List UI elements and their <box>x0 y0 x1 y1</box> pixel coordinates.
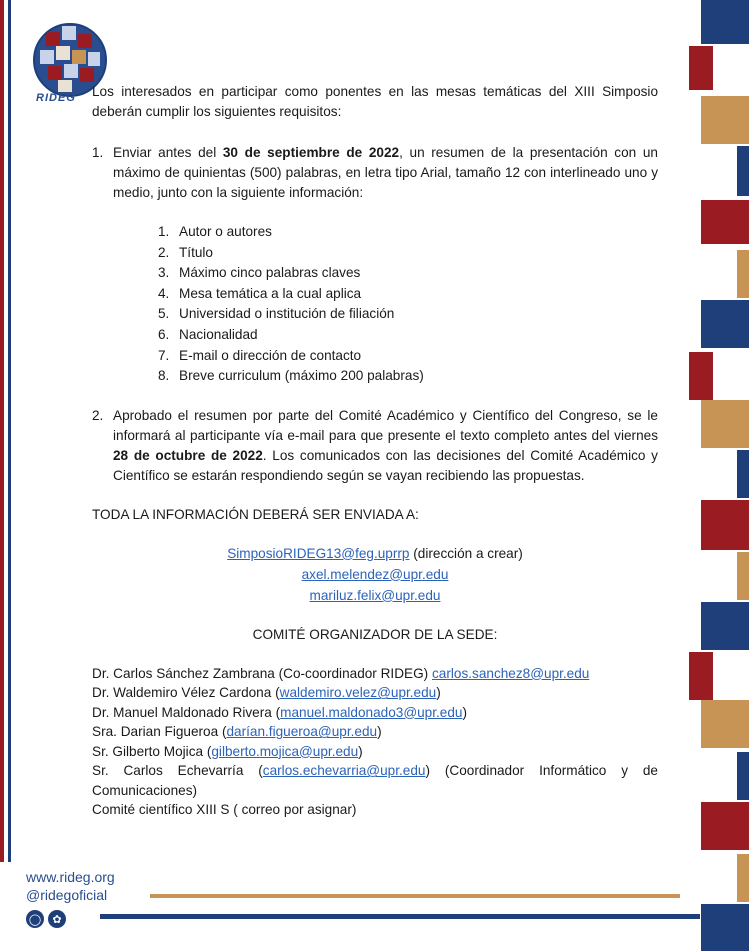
main-content <box>92 82 658 820</box>
requirement-2: 2. Aprobado el resumen por parte del Comité Académico y Científico del Congreso, se le informará al participante vía e-mail para que presente el texto completo antes del viernes 28 de octubre de 2022. Los comunicados con las decisiones del Comité Académico y Científico se estarán respondiendo según se vayan recibiendo las propuestas. <box>92 406 658 486</box>
list-item: Sr. Gilberto Mojica (gilberto.mojica@upr.edu) <box>92 743 363 759</box>
social-icons <box>26 910 66 928</box>
list-item: Dr. Waldemiro Vélez Cardona (waldemiro.velez@upr.edu) <box>92 685 441 701</box>
list-item: 7. E-mail o dirección de contacto <box>158 347 362 363</box>
list-item: 6. Nacionalidad <box>158 326 258 342</box>
social-handle[interactable]: @ridegoficial <box>26 887 108 903</box>
footer-line-gold <box>150 894 680 898</box>
requirement-1: 1. Enviar antes del 30 de septiembre de 2022, un resumen de la presentación con un máximo de quinientas (500) palabras, en letra tipo Arial, tamaño 12 con interlineado uno y medio, junto con la siguiente información: <box>92 143 658 203</box>
logo-wordmark: RIDEG <box>36 92 76 104</box>
website-link[interactable]: www.rideg.org <box>26 869 115 885</box>
email-link[interactable]: SimposioRIDEG13@feg.uprrp <box>227 545 410 561</box>
required-info-list <box>158 222 658 387</box>
committee-list <box>92 664 658 820</box>
twitter-icon[interactable]: ✿ <box>48 910 66 928</box>
list-item: 8. Breve curriculum (máximo 200 palabras) <box>158 368 424 384</box>
list-item: 3. Máximo cinco palabras claves <box>158 265 361 281</box>
list-item: Sr. Carlos Echevarría (carlos.echevarria@upr.edu) (Coordinador Informático y de Comunicaciones) <box>92 763 658 798</box>
footer-line-blue <box>100 914 700 919</box>
right-decorative-blocks <box>689 0 749 951</box>
left-border-red <box>0 0 4 862</box>
email-link[interactable]: manuel.maldonado3@upr.edu <box>280 704 463 720</box>
list-item: Sra. Darian Figueroa (darían.figueroa@upr.edu) <box>92 724 382 740</box>
email-link[interactable]: carlos.echevarria@upr.edu <box>262 763 426 779</box>
footer-links <box>26 868 115 904</box>
left-border-blue <box>8 0 11 862</box>
list-item: 4. Mesa temática a la cual aplica <box>158 285 362 301</box>
send-heading: TODA LA INFORMACIÓN DEBERÁ SER ENVIADA A: <box>92 506 419 522</box>
list-item: Comité científico XIII S ( correo por asignar) <box>92 802 357 818</box>
intro-paragraph: Los interesados en participar como ponentes en las mesas temáticas del XIII Simposio deberán cumplir los siguientes requisitos: <box>92 84 658 119</box>
deadline-2: 28 de octubre de 2022 <box>113 447 263 463</box>
list-item: 5. Universidad o institución de filiación <box>158 306 395 322</box>
list-item: Dr. Manuel Maldonado Rivera (manuel.maldonado3@upr.edu) <box>92 704 468 720</box>
email-link[interactable]: darían.figueroa@upr.edu <box>226 724 378 740</box>
committee-heading: COMITÉ ORGANIZADOR DE LA SEDE: <box>252 626 498 642</box>
email-block: SimposioRIDEG13@feg.uprrp (dirección a crear) axel.melendez@upr.edu mariluz.felix@upr.edu <box>227 545 523 603</box>
instagram-icon[interactable]: ◯ <box>26 910 44 928</box>
email-link[interactable]: waldemiro.velez@upr.edu <box>279 685 437 701</box>
list-item: 2. Título <box>158 244 213 260</box>
email-link[interactable]: gilberto.mojica@upr.edu <box>211 743 359 759</box>
email-link[interactable]: mariluz.felix@upr.edu <box>309 587 441 603</box>
list-item: 1. Autor o autores <box>158 224 272 239</box>
requirement-number: 2. <box>92 407 104 423</box>
email-link[interactable]: axel.melendez@upr.edu <box>301 566 449 582</box>
requirement-number: 1. <box>92 145 104 160</box>
email-link[interactable]: carlos.sanchez8@upr.edu <box>431 665 590 681</box>
deadline-1: 30 de septiembre de 2022 <box>222 145 400 160</box>
list-item: Dr. Carlos Sánchez Zambrana (Co-coordinador RIDEG) carlos.sanchez8@upr.edu <box>92 665 590 681</box>
